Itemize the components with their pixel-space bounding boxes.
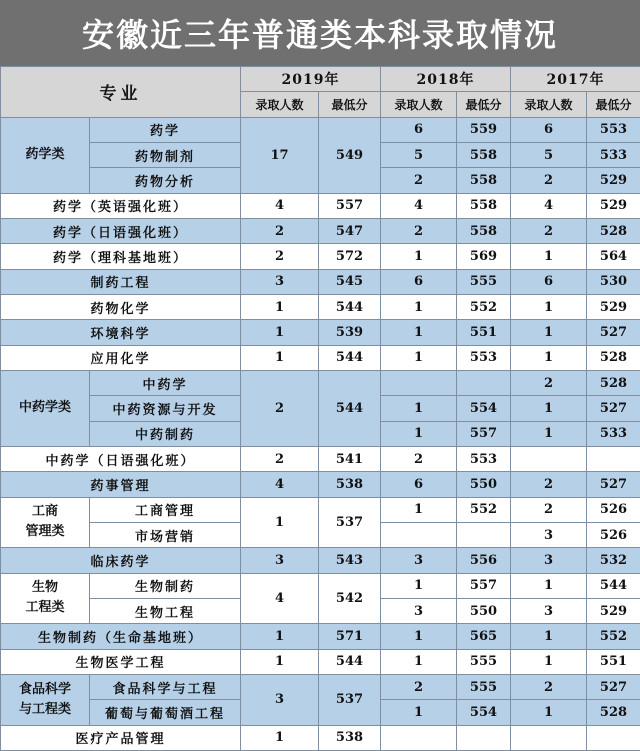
count-header: 录取人数 (511, 92, 587, 117)
major-name: 生物医学工程 (1, 649, 241, 674)
major-name: 市场营销 (90, 522, 241, 547)
count-2018: 4 (381, 193, 457, 218)
score-2018: 565 (457, 624, 511, 649)
score-2017: 529 (587, 294, 640, 319)
score-2019: 572 (319, 244, 381, 269)
minscore-header: 最低分 (587, 92, 640, 117)
count-2018: 2 (381, 168, 457, 193)
major-name: 生物制药 (90, 573, 241, 598)
major-header: 专业 (1, 67, 241, 118)
score-2019: 542 (319, 573, 381, 624)
score-2019: 544 (319, 294, 381, 319)
count-2017: 1 (511, 320, 587, 345)
score-2019: 537 (319, 497, 381, 548)
score-2017: 528 (587, 370, 640, 395)
score-2017: 527 (587, 472, 640, 497)
table-row (1, 472, 640, 497)
count-2019: 1 (241, 497, 319, 548)
major-name: 药学 (90, 117, 241, 142)
count-2018: 1 (381, 700, 457, 725)
group-label: 中药学类 (1, 370, 90, 446)
count-2018: 6 (381, 269, 457, 294)
table-row (1, 345, 640, 370)
header-row-years (1, 67, 640, 92)
table-row (1, 320, 640, 345)
major-name: 葡萄与葡萄酒工程 (90, 700, 241, 725)
major-name: 工商管理 (90, 497, 241, 522)
score-2018: 557 (457, 421, 511, 446)
major-name: 中药制药 (90, 421, 241, 446)
score-2018: 552 (457, 497, 511, 522)
count-2019: 2 (241, 370, 319, 446)
count-2017: 6 (511, 117, 587, 142)
score-2019: 547 (319, 218, 381, 243)
score-2017: 526 (587, 522, 640, 547)
count-2017: 5 (511, 142, 587, 167)
score-2019: 541 (319, 446, 381, 471)
score-2018: 554 (457, 396, 511, 421)
count-2017: 4 (511, 193, 587, 218)
count-2018 (381, 725, 457, 750)
minscore-header: 最低分 (457, 92, 511, 117)
count-2018: 1 (381, 573, 457, 598)
score-2018: 553 (457, 345, 511, 370)
score-2019: 544 (319, 345, 381, 370)
score-2017: 528 (587, 345, 640, 370)
score-2018: 555 (457, 674, 511, 699)
count-2017: 1 (511, 294, 587, 319)
count-2017: 1 (511, 244, 587, 269)
count-2017: 2 (511, 497, 587, 522)
count-2017 (511, 725, 587, 750)
score-2018: 550 (457, 598, 511, 623)
count-2019: 4 (241, 193, 319, 218)
count-2018: 1 (381, 294, 457, 319)
score-2017: 529 (587, 598, 640, 623)
score-2018: 558 (457, 218, 511, 243)
major-name: 环境科学 (1, 320, 241, 345)
score-2018: 550 (457, 472, 511, 497)
score-2017: 544 (587, 573, 640, 598)
group-label-text: 生物 工程类 (25, 580, 65, 616)
count-2017: 2 (511, 674, 587, 699)
score-2017: 528 (587, 700, 640, 725)
score-2018: 552 (457, 294, 511, 319)
score-2018: 555 (457, 649, 511, 674)
count-2017: 2 (511, 218, 587, 243)
count-2019: 2 (241, 244, 319, 269)
year-2018-header: 2018年 (381, 67, 511, 92)
count-2019: 17 (241, 117, 319, 193)
count-2017: 6 (511, 269, 587, 294)
major-name: 药学（日语强化班） (1, 218, 241, 243)
score-2019: 557 (319, 193, 381, 218)
score-2018: 558 (457, 168, 511, 193)
score-2018: 557 (457, 573, 511, 598)
table-row (1, 573, 640, 598)
count-2017: 1 (511, 345, 587, 370)
count-2019: 1 (241, 624, 319, 649)
count-2018: 6 (381, 472, 457, 497)
score-2018 (457, 725, 511, 750)
score-2017 (587, 446, 640, 471)
count-2019: 4 (241, 472, 319, 497)
count-2017: 3 (511, 598, 587, 623)
count-2019: 2 (241, 446, 319, 471)
major-name: 临床药学 (1, 548, 241, 573)
score-2017: 529 (587, 168, 640, 193)
table-row (1, 244, 640, 269)
count-2017: 2 (511, 370, 587, 395)
count-2019: 2 (241, 218, 319, 243)
count-2018: 6 (381, 117, 457, 142)
count-2018: 3 (381, 598, 457, 623)
count-2019: 1 (241, 320, 319, 345)
count-2018: 1 (381, 244, 457, 269)
score-2017: 551 (587, 649, 640, 674)
count-2017: 1 (511, 396, 587, 421)
score-2017: 528 (587, 218, 640, 243)
count-2017 (511, 446, 587, 471)
count-2019: 1 (241, 649, 319, 674)
score-2017: 532 (587, 548, 640, 573)
count-2018: 1 (381, 396, 457, 421)
major-name: 医疗产品管理 (1, 725, 241, 750)
count-2018: 1 (381, 649, 457, 674)
table-row (1, 649, 640, 674)
table-row (1, 674, 640, 699)
count-header: 录取人数 (381, 92, 457, 117)
group-label (1, 674, 90, 725)
table-row (1, 218, 640, 243)
count-2018: 1 (381, 624, 457, 649)
count-2019: 4 (241, 573, 319, 624)
score-2017: 530 (587, 269, 640, 294)
admission-table (0, 66, 640, 751)
score-2018: 558 (457, 142, 511, 167)
group-label (1, 573, 90, 624)
score-2018: 569 (457, 244, 511, 269)
count-2017: 1 (511, 624, 587, 649)
count-2018: 3 (381, 548, 457, 573)
score-2017: 527 (587, 320, 640, 345)
year-2017-header: 2017年 (511, 67, 640, 92)
table-row (1, 370, 640, 395)
count-2019: 3 (241, 548, 319, 573)
group-label (1, 497, 90, 548)
count-2017: 2 (511, 472, 587, 497)
count-2018: 1 (381, 421, 457, 446)
table-row (1, 193, 640, 218)
title-bar (0, 0, 640, 66)
count-2018: 1 (381, 345, 457, 370)
count-2019: 1 (241, 294, 319, 319)
score-2018: 551 (457, 320, 511, 345)
score-2017: 564 (587, 244, 640, 269)
year-2019-header: 2019年 (241, 67, 381, 92)
score-2018: 555 (457, 269, 511, 294)
count-2018: 2 (381, 218, 457, 243)
score-2019: 543 (319, 548, 381, 573)
count-2017: 3 (511, 548, 587, 573)
count-2018: 1 (381, 497, 457, 522)
major-name: 中药资源与开发 (90, 396, 241, 421)
count-2018 (381, 370, 457, 395)
major-name: 药物化学 (1, 294, 241, 319)
score-2017: 533 (587, 421, 640, 446)
score-2019: 545 (319, 269, 381, 294)
count-2017: 2 (511, 168, 587, 193)
score-2017: 527 (587, 396, 640, 421)
score-2019: 544 (319, 370, 381, 446)
table-row (1, 446, 640, 471)
score-2019: 549 (319, 117, 381, 193)
score-2019: 544 (319, 649, 381, 674)
major-name: 药物制剂 (90, 142, 241, 167)
score-2017: 533 (587, 142, 640, 167)
page-title: 安徽近三年普通类本科录取情况 (81, 16, 558, 54)
score-2017: 552 (587, 624, 640, 649)
score-2019: 538 (319, 725, 381, 750)
table-row (1, 497, 640, 522)
score-2018: 559 (457, 117, 511, 142)
count-2019: 1 (241, 725, 319, 750)
score-2017: 526 (587, 497, 640, 522)
score-2017: 553 (587, 117, 640, 142)
group-label-text: 食品科学 与工程类 (18, 681, 71, 717)
count-2017: 1 (511, 421, 587, 446)
count-2018: 5 (381, 142, 457, 167)
count-2019: 3 (241, 269, 319, 294)
major-name: 药物分析 (90, 168, 241, 193)
group-label-text: 工商 管理类 (25, 504, 65, 540)
count-header: 录取人数 (241, 92, 319, 117)
count-2018: 2 (381, 674, 457, 699)
count-2017: 1 (511, 649, 587, 674)
major-name: 应用化学 (1, 345, 241, 370)
score-2018: 553 (457, 446, 511, 471)
major-name: 药学（理科基地班） (1, 244, 241, 269)
table-row (1, 269, 640, 294)
count-2018 (381, 522, 457, 547)
major-name: 药学（英语强化班） (1, 193, 241, 218)
score-2019: 539 (319, 320, 381, 345)
score-2018 (457, 522, 511, 547)
score-2018 (457, 370, 511, 395)
score-2018: 556 (457, 548, 511, 573)
count-2019: 3 (241, 674, 319, 725)
major-name: 制药工程 (1, 269, 241, 294)
count-2018: 2 (381, 446, 457, 471)
count-2017: 1 (511, 573, 587, 598)
score-2018: 558 (457, 193, 511, 218)
table-row (1, 294, 640, 319)
table-row (1, 117, 640, 142)
count-2017: 3 (511, 522, 587, 547)
score-2017: 527 (587, 674, 640, 699)
major-name: 药事管理 (1, 472, 241, 497)
score-2019: 537 (319, 674, 381, 725)
score-2019: 571 (319, 624, 381, 649)
table-row (1, 624, 640, 649)
major-name: 食品科学与工程 (90, 674, 241, 699)
score-2018: 554 (457, 700, 511, 725)
score-2019: 538 (319, 472, 381, 497)
major-name: 生物工程 (90, 598, 241, 623)
count-2019: 1 (241, 345, 319, 370)
major-name: 中药学（日语强化班） (1, 446, 241, 471)
table-row (1, 548, 640, 573)
count-2018: 1 (381, 320, 457, 345)
group-label: 药学类 (1, 117, 90, 193)
score-2017: 529 (587, 193, 640, 218)
major-name: 生物制药（生命基地班） (1, 624, 241, 649)
table-row (1, 725, 640, 750)
minscore-header: 最低分 (319, 92, 381, 117)
count-2017: 1 (511, 700, 587, 725)
score-2017 (587, 725, 640, 750)
major-name: 中药学 (90, 370, 241, 395)
